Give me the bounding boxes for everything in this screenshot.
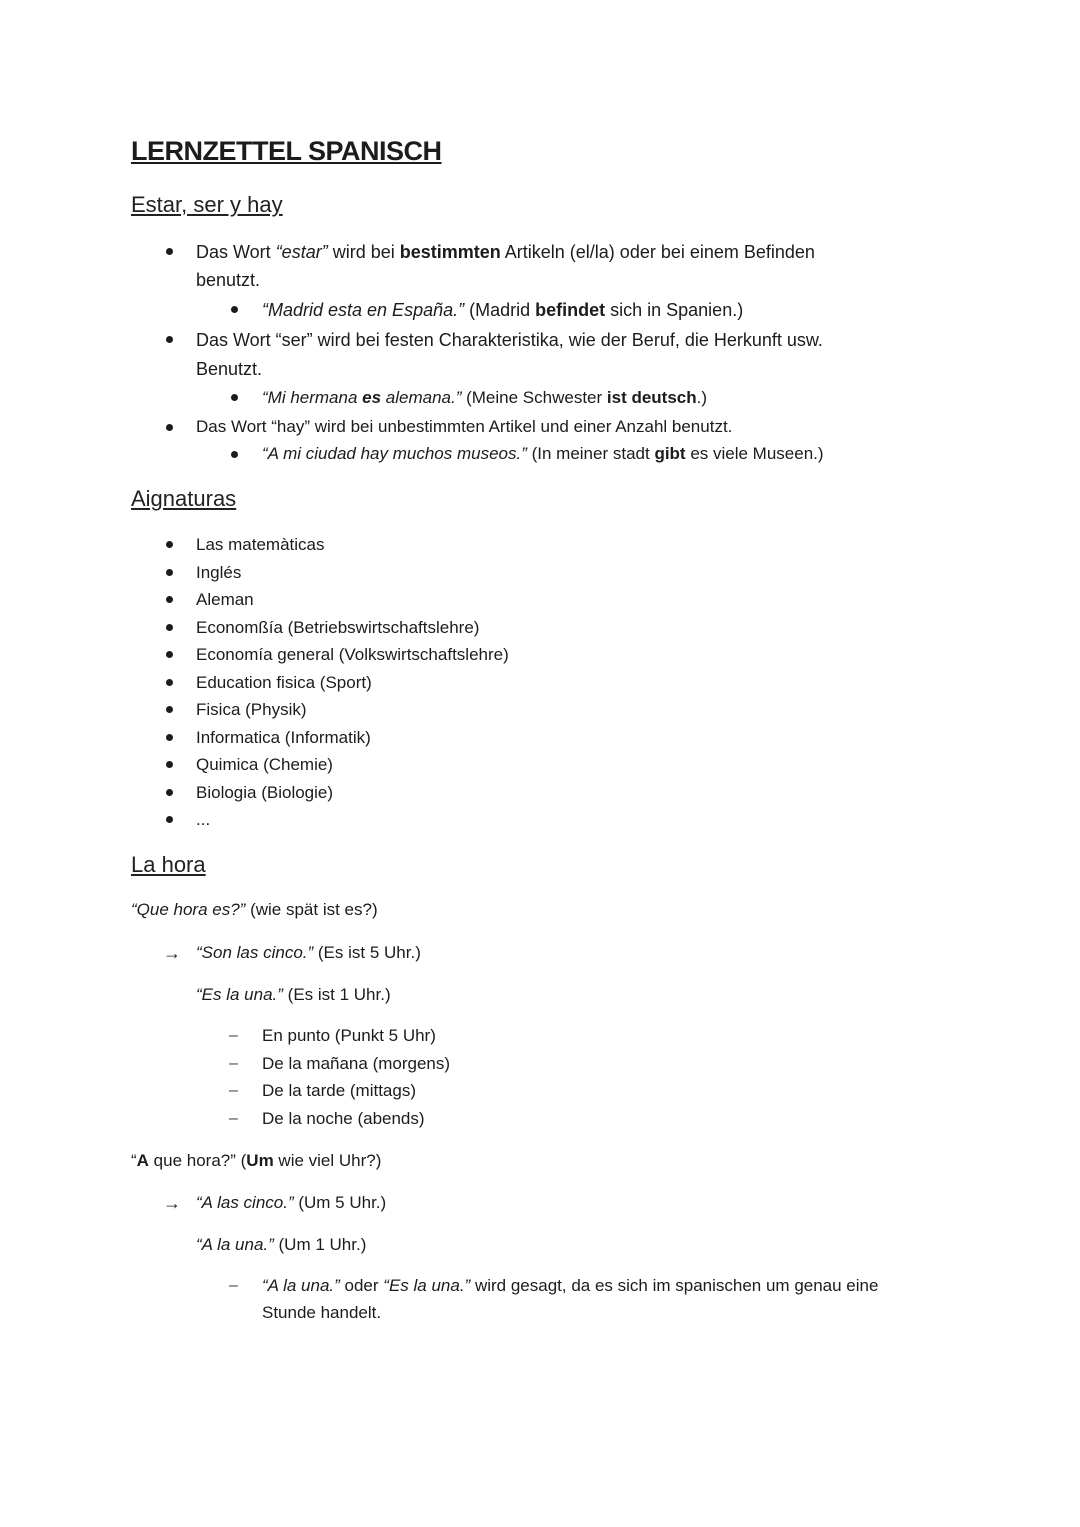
subject-item: Economía general (Volkswirtschaftslehre) bbox=[196, 645, 509, 664]
dash-icon: – bbox=[229, 1054, 238, 1072]
time-of-day-item: De la tarde (mittags) bbox=[262, 1081, 416, 1100]
subject-item: Aleman bbox=[196, 590, 254, 609]
subject-item: Education fisica (Sport) bbox=[196, 672, 372, 692]
bullet bbox=[231, 451, 238, 458]
bullet bbox=[166, 248, 173, 255]
dash-icon: – bbox=[229, 1027, 238, 1044]
bullet bbox=[166, 789, 173, 796]
subject-item: Fisica (Physik) bbox=[196, 700, 307, 719]
bullet bbox=[166, 734, 173, 741]
document-title: LERNZETTEL SPANISCH bbox=[131, 136, 442, 166]
heading-asignaturas: Aignaturas bbox=[131, 486, 237, 511]
hay-example: “A mi ciudad hay muchos museos.” (In meiner stadt gibt es viele Museen.) bbox=[262, 444, 824, 463]
time-of-day-item: De la noche (abends) bbox=[262, 1108, 425, 1128]
bullet bbox=[166, 761, 173, 768]
subject-item: Las matemàticas bbox=[196, 535, 325, 554]
bullet bbox=[166, 816, 173, 823]
estar-example: “Madrid esta en España.” (Madrid befindet sich in Spanien.) bbox=[262, 300, 744, 320]
arrow-icon: → bbox=[163, 1193, 181, 1213]
heading-estar-ser-hay: Estar, ser y hay bbox=[131, 192, 283, 217]
bullet bbox=[166, 706, 173, 713]
time-of-day-item: En punto (Punkt 5 Uhr) bbox=[262, 1026, 436, 1045]
note-line1: “A la una.” oder “Es la una.” wird gesagt, da es sich im spanischen um genau eine bbox=[262, 1276, 879, 1295]
subject-item: ... bbox=[196, 810, 211, 829]
bullet bbox=[166, 624, 173, 631]
dash-icon: – bbox=[229, 1082, 238, 1099]
estar-rule-line1: Das Wort “estar” wird bei bestimmten Artikeln (el/la) oder bei einem Befinden bbox=[196, 242, 815, 262]
question-a-que-hora: “A que hora?” (Um wie viel Uhr?) bbox=[131, 1151, 382, 1170]
answer-son-las-cinco: “Son las cinco.” (Es ist 5 Uhr.) bbox=[196, 943, 421, 962]
answer-a-la-una: “A la una.” (Um 1 Uhr.) bbox=[196, 1235, 367, 1254]
bullet bbox=[166, 596, 173, 603]
note-line2: Stunde handelt. bbox=[262, 1303, 382, 1322]
bullet bbox=[166, 569, 173, 576]
answer-es-la-una: “Es la una.” (Es ist 1 Uhr.) bbox=[196, 985, 391, 1004]
answer-a-las-cinco: “A las cinco.” (Um 5 Uhr.) bbox=[196, 1193, 387, 1212]
subject-item: Informatica (Informatik) bbox=[196, 727, 371, 747]
dash-icon: – bbox=[229, 1109, 238, 1127]
question-que-hora-es: “Que hora es?” (wie spät ist es?) bbox=[131, 900, 378, 919]
subject-item: Biologia (Biologie) bbox=[196, 782, 334, 802]
heading-la-hora: La hora bbox=[131, 852, 206, 877]
dash-icon: – bbox=[229, 1277, 238, 1294]
estar-rule-line2: benutzt. bbox=[196, 270, 261, 290]
ser-rule-line2: Benutzt. bbox=[196, 359, 263, 379]
subject-item: Economßía (Betriebswirtschaftslehre) bbox=[196, 617, 480, 637]
hay-rule: Das Wort “hay” wird bei unbestimmten Artikel und einer Anzahl benutzt. bbox=[196, 417, 733, 436]
bullet bbox=[166, 651, 173, 658]
arrow-icon: → bbox=[163, 943, 181, 963]
bullet bbox=[231, 394, 238, 401]
subject-item: Inglés bbox=[196, 562, 242, 582]
bullet bbox=[166, 424, 173, 431]
ser-example: “Mi hermana es alemana.” (Meine Schwester ist deutsch.) bbox=[262, 388, 708, 407]
ser-rule-line1: Das Wort “ser” wird bei festen Charakteristika, wie der Beruf, die Herkunft usw. bbox=[196, 330, 823, 350]
bullet bbox=[166, 336, 173, 343]
bullet bbox=[231, 306, 238, 313]
bullet bbox=[166, 679, 173, 686]
bullet bbox=[166, 541, 173, 548]
time-of-day-item: De la mañana (morgens) bbox=[262, 1053, 451, 1073]
subject-item: Quimica (Chemie) bbox=[196, 755, 333, 774]
